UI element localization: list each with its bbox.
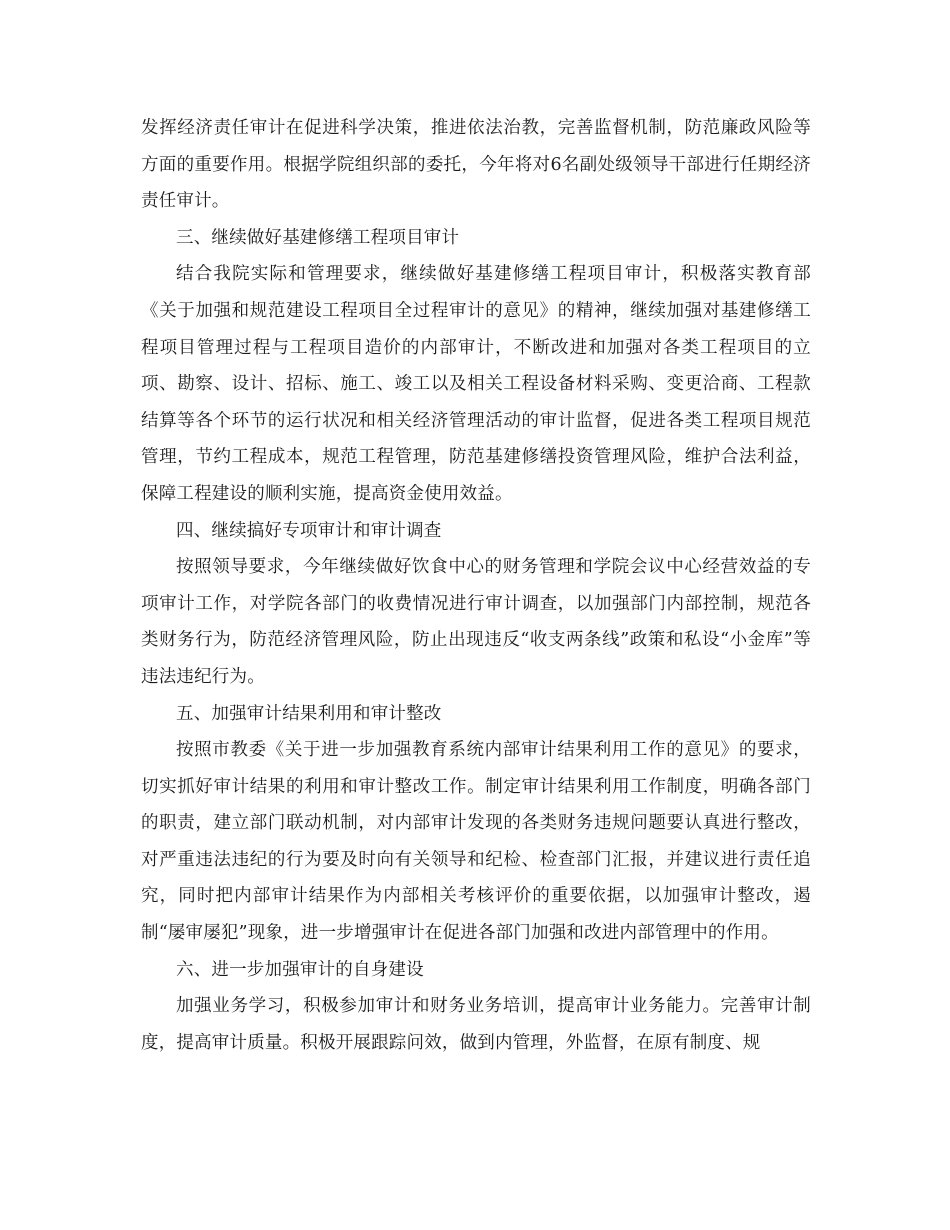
section-heading-6: 六、进一步加强审计的自身建设 [176, 959, 424, 980]
section-heading-4: 四、继续搞好专项审计和审计调查 [176, 520, 442, 541]
paragraph-audit-results: 按照市教委《关于进一步加强教育系统内部审计结果利用工作的意见》的要求，切实抓好审计结果的利用和审计整改工作。制定审计结果利用工作制度，明确各部门的职责，建立部门联动机制，对内部审计发现的各类财务违规问题要认真进行整改，对严重违法违纪的行为要及时向有关领导和纪检、检查部门汇报，并建议进行责任追究，同时把内部审计结果作为内部相关考核评价的重要依据，以加强审计整改，遏制“屡审屡犯”现象，进一步增强审计在促进各部门加强和改进内部管理中的作用。 [141, 740, 811, 944]
paragraph-construction-audit: 结合我院实际和管理要求，继续做好基建修缮工程项目审计，积极落实教育部《关于加强和规范建设工程项目全过程审计的意见》的精神，继续加强对基建修缮工程项目管理过程与工程项目造价的内部审计，不断改进和加强对各类工程项目的立项、勘察、设计、招标、施工、竣工以及相关工程设备材料采购、变更洽商、工程款结算等各个环节的运行状况和相关经济管理活动的审计监督，促进各类工程项目规范管理，节约工程成本，规范工程管理，防范基建修缮投资管理风险，维护合法利益，保障工程建设的顺利实施，提高资金使用效益。 [141, 264, 811, 504]
paragraph-special-audit: 按照领导要求，今年继续做好饮食中心的财务管理和学院会议中心经营效益的专项审计工作，对学院各部门的收费情况进行审计调查，以加强部门内部控制，规范各类财务行为，防范经济管理风险，防止出现违反“收支两条线”政策和私设“小金库”等违法违纪行为。 [141, 557, 811, 687]
paragraph-self-building: 加强业务学习，积极参加审计和财务业务培训，提高审计业务能力。完善审计制度，提高审计质量。积极开展跟踪问效，做到内管理，外监督，在原有制度、规 [141, 996, 811, 1053]
section-heading-5: 五、加强审计结果利用和审计整改 [176, 703, 442, 724]
document-body [141, 110, 811, 1061]
section-heading-3: 三、继续做好基建修缮工程项目审计 [176, 227, 460, 248]
paragraph-economic-audit-continued: 发挥经济责任审计在促进科学决策，推进依法治教，完善监督机制，防范廉政风险等方面的重要作用。根据学院组织部的委托，今年将对6名副处级领导干部进行任期经济责任审计。 [141, 118, 811, 212]
